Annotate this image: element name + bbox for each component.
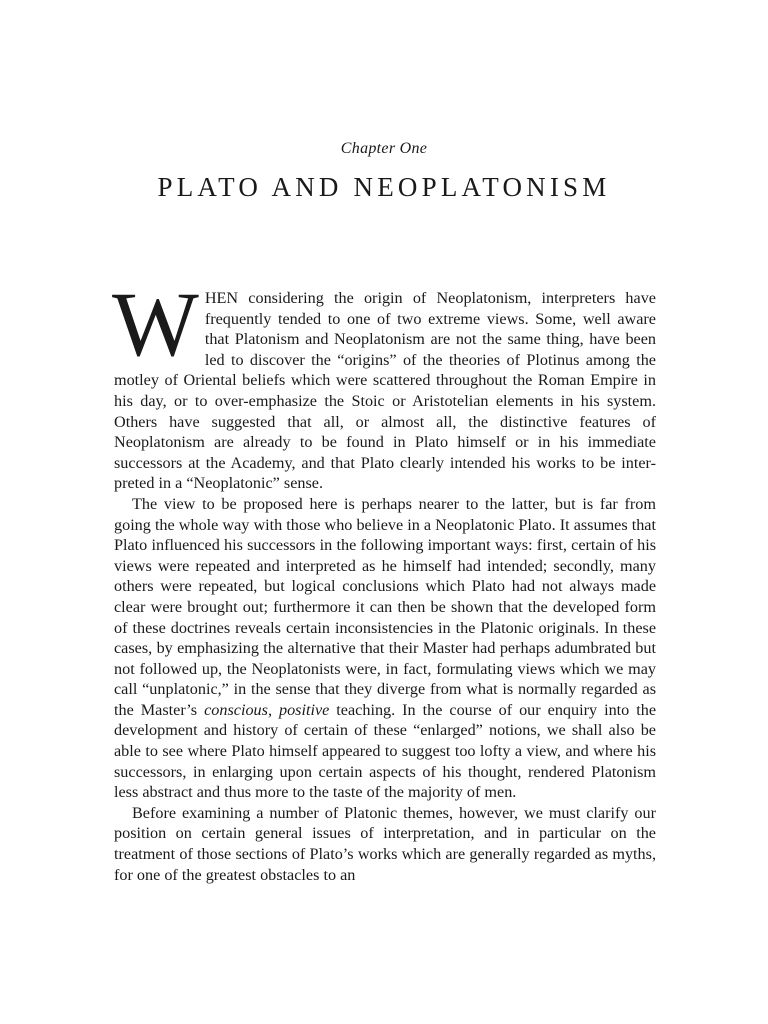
chapter-title: PLATO AND NEOPLATONISM: [157, 172, 611, 202]
emphasis-positive: positive: [278, 700, 330, 719]
body-text: [112, 273, 657, 885]
paragraph-2: [114, 494, 656, 803]
paragraph-1-text: HEN considering the origin of Neoplatonism, interpreters have frequently tended to one of two extreme views. Some, well aware that Platonism and Neoplatonism are not the same thing, have been led to discover the “origins” of the theories of Plotinus among the motley of Oriental beliefs which were scattered throughout the Roman Empire in his day, or to over-emphasize the Stoic or Aristotelian elements in his system. Others have suggested that all, or almost all, the distinctive features of Neoplatonism are already to be found in Plato himself or in his immediate successors at the Academy, and that Plato clearly intended his works to be inter-preted in a “Neoplatonic” sense.: [114, 289, 656, 493]
paragraph-1: [112, 273, 656, 494]
chapter-label: Chapter One: [340, 140, 428, 157]
paragraph-3-text: Before examining a number of Platonic themes, however, we must clarify our position on certain general issues of interpretation, and in particular on the treatment of those sections of Plato’s works which are generally regarded as myths, for one of the greatest obstacles to an: [114, 803, 656, 884]
paragraph-3: [114, 803, 656, 885]
paragraph-2-text-b: teaching. In the course of our enquiry into the development and history of certain of these “enlarged” notions, we shall also be able to see where Plato himself appeared to suggest too lofty a view, and where his successors, in enlarging upon certain aspects of his thought, rendered Platonism less abstract and thus more to the taste of the majority of men.: [114, 700, 657, 802]
emphasis-separator: ,: [267, 700, 279, 719]
paragraph-2-text-a: The view to be proposed here is perhaps nearer to the latter, but is far from going the whole way with those who believe in a Neoplatonic Plato. It assumes that Plato influenced his successors in the following important ways: first, certain of his views were repeated and interpreted as he himself had intended; secondly, many others were repeated, but logical conclusions which Plato had not always made clear were brought out; furthermore it can then be shown that the developed form of these doctrines reveals certain inconsistencies in the Platonic originals. In these cases, by emphasizing the alternative that their Master had perhaps adumbrated but not followed up, the Neoplatonists were, in fact, formulating views which we may call “unplatonic,” in the sense that they diverge from what is normally regarded as the Master’s: [114, 494, 656, 719]
emphasis-conscious: conscious: [204, 700, 268, 719]
drop-cap: W: [112, 273, 199, 375]
